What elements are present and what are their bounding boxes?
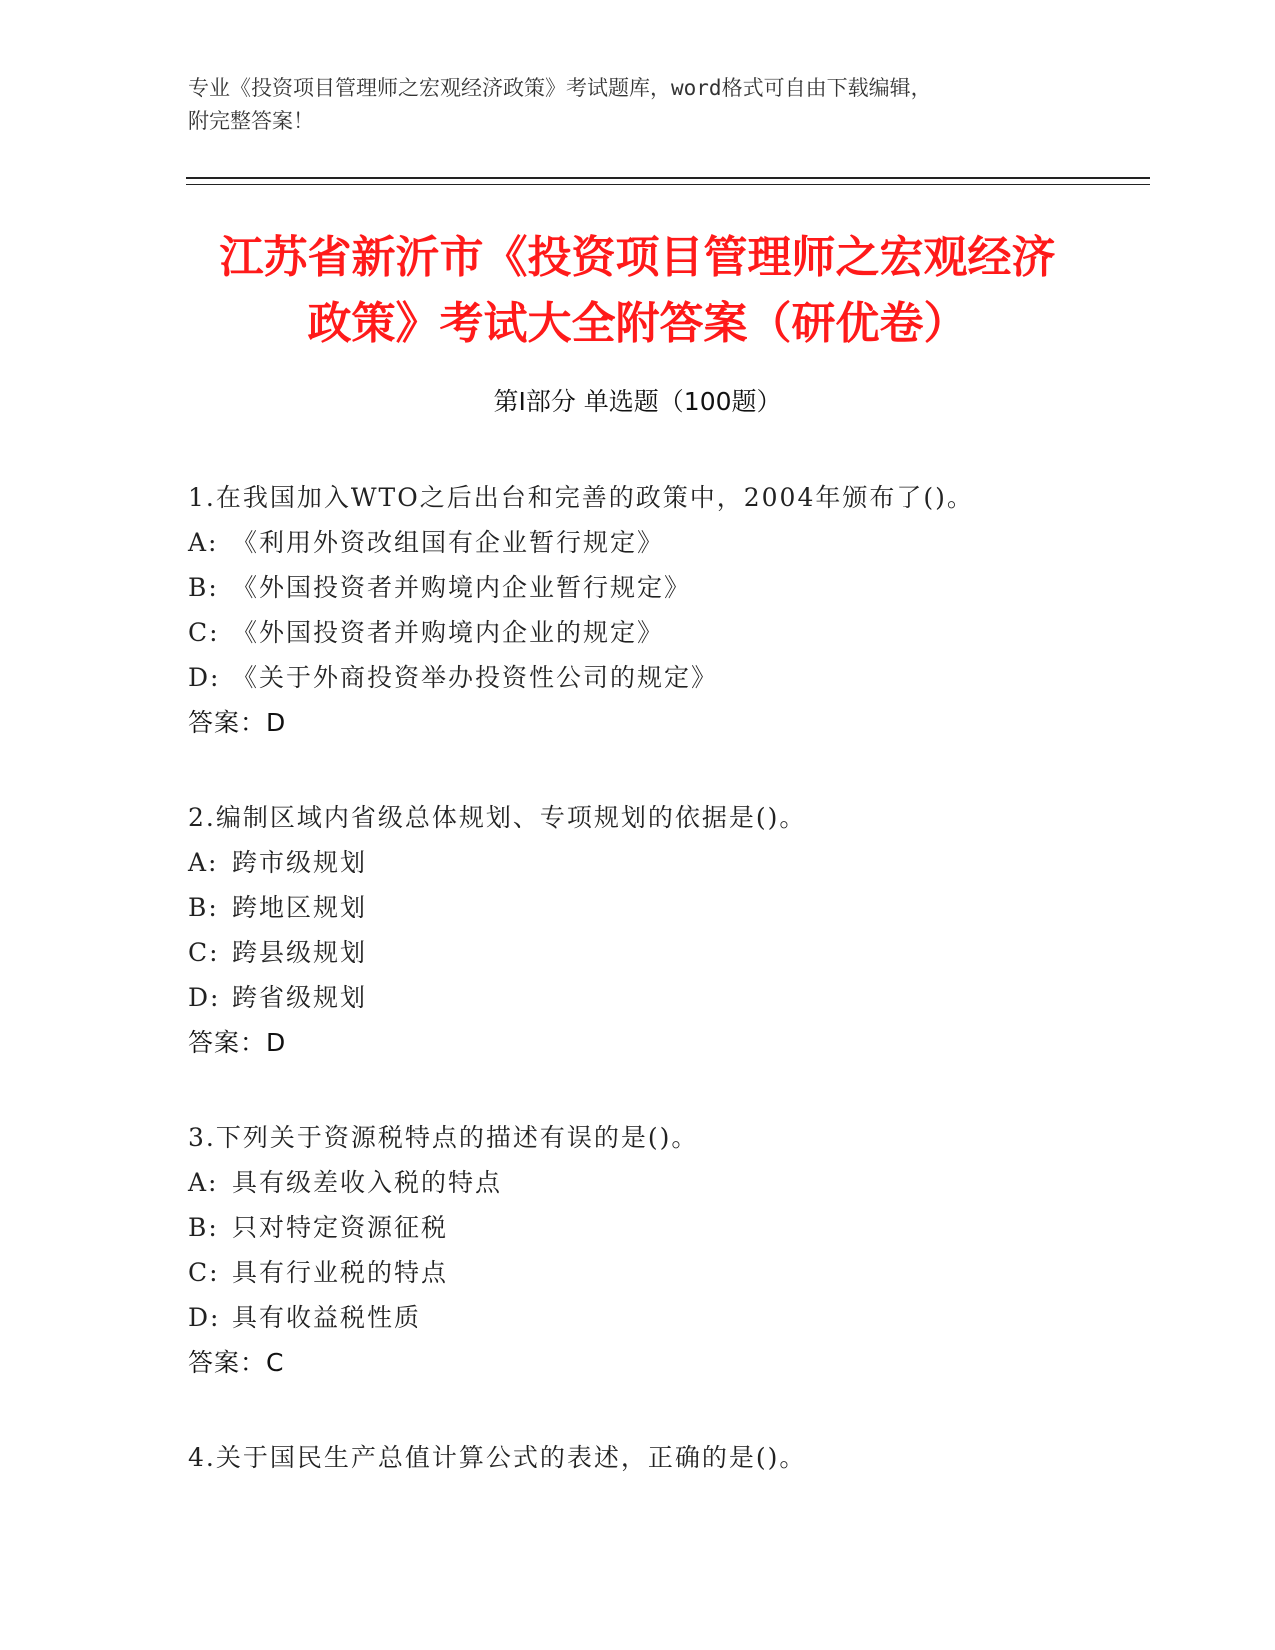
option-text: 只对特定资源征税 bbox=[232, 1213, 449, 1242]
option-key: A: bbox=[188, 848, 219, 877]
answer-line: 答案：C bbox=[188, 1348, 285, 1377]
option-c bbox=[188, 610, 1148, 655]
option-text: 《外国投资者并购境内企业的规定》 bbox=[232, 618, 665, 647]
option-text: 具有级差收入税的特点 bbox=[232, 1168, 503, 1197]
option-b bbox=[188, 885, 1148, 930]
answer-line: 答案：D bbox=[188, 708, 287, 737]
option-c bbox=[188, 930, 1148, 975]
option-text: 具有行业税的特点 bbox=[232, 1258, 449, 1287]
question-list bbox=[188, 475, 1148, 1530]
option-a bbox=[188, 1160, 1148, 1205]
option-text: 《关于外商投资举办投资性公司的规定》 bbox=[232, 663, 719, 692]
option-text: 跨县级规划 bbox=[232, 938, 368, 967]
option-key: D: bbox=[188, 1303, 221, 1332]
option-key: B: bbox=[188, 573, 219, 602]
intro-line-1: 专业《投资项目管理师之宏观经济政策》考试题库，word格式可自由下载编辑， bbox=[188, 76, 932, 100]
option-c bbox=[188, 1250, 1148, 1295]
question-stem: 4.关于国民生产总值计算公式的表述，正确的是()。 bbox=[188, 1443, 807, 1472]
option-text: 《外国投资者并购境内企业暂行规定》 bbox=[232, 573, 692, 602]
intro-text bbox=[188, 72, 1088, 138]
option-key: C: bbox=[188, 618, 220, 647]
title-line-2: 政策》考试大全附答案（研优卷） bbox=[307, 298, 968, 349]
section-title: 第Ⅰ部分 单选题（100题） bbox=[493, 387, 782, 416]
option-key: D: bbox=[188, 663, 221, 692]
question-2 bbox=[188, 795, 1148, 1065]
intro-line-2: 附完整答案！ bbox=[188, 109, 314, 133]
option-d bbox=[188, 655, 1148, 700]
option-key: D: bbox=[188, 983, 221, 1012]
option-text: 跨地区规划 bbox=[232, 893, 368, 922]
option-key: B: bbox=[188, 1213, 219, 1242]
option-b bbox=[188, 565, 1148, 610]
title-line-1: 江苏省新沂市《投资项目管理师之宏观经济 bbox=[219, 232, 1056, 283]
option-key: A: bbox=[188, 1168, 219, 1197]
answer-line: 答案：D bbox=[188, 1028, 287, 1057]
option-b bbox=[188, 1205, 1148, 1250]
document-title bbox=[150, 225, 1125, 357]
option-text: 《利用外资改组国有企业暂行规定》 bbox=[232, 528, 665, 557]
question-1 bbox=[188, 475, 1148, 745]
option-text: 跨省级规划 bbox=[232, 983, 368, 1012]
question-stem: 1.在我国加入WTO之后出台和完善的政策中，2004年颁布了()。 bbox=[188, 483, 974, 512]
option-a bbox=[188, 520, 1148, 565]
option-text: 跨市级规划 bbox=[232, 848, 368, 877]
option-a bbox=[188, 840, 1148, 885]
header-divider-thick bbox=[186, 177, 1150, 179]
option-d bbox=[188, 975, 1148, 1020]
option-key: B: bbox=[188, 893, 219, 922]
header-divider-thin bbox=[186, 184, 1150, 185]
question-stem: 2.编制区域内省级总体规划、专项规划的依据是()。 bbox=[188, 803, 807, 832]
option-key: C: bbox=[188, 1258, 220, 1287]
option-key: A: bbox=[188, 528, 219, 557]
question-3 bbox=[188, 1115, 1148, 1385]
question-4 bbox=[188, 1435, 1148, 1480]
option-d bbox=[188, 1295, 1148, 1340]
option-key: C: bbox=[188, 938, 220, 967]
question-stem: 3.下列关于资源税特点的描述有误的是()。 bbox=[188, 1123, 699, 1152]
option-text: 具有收益税性质 bbox=[232, 1303, 422, 1332]
